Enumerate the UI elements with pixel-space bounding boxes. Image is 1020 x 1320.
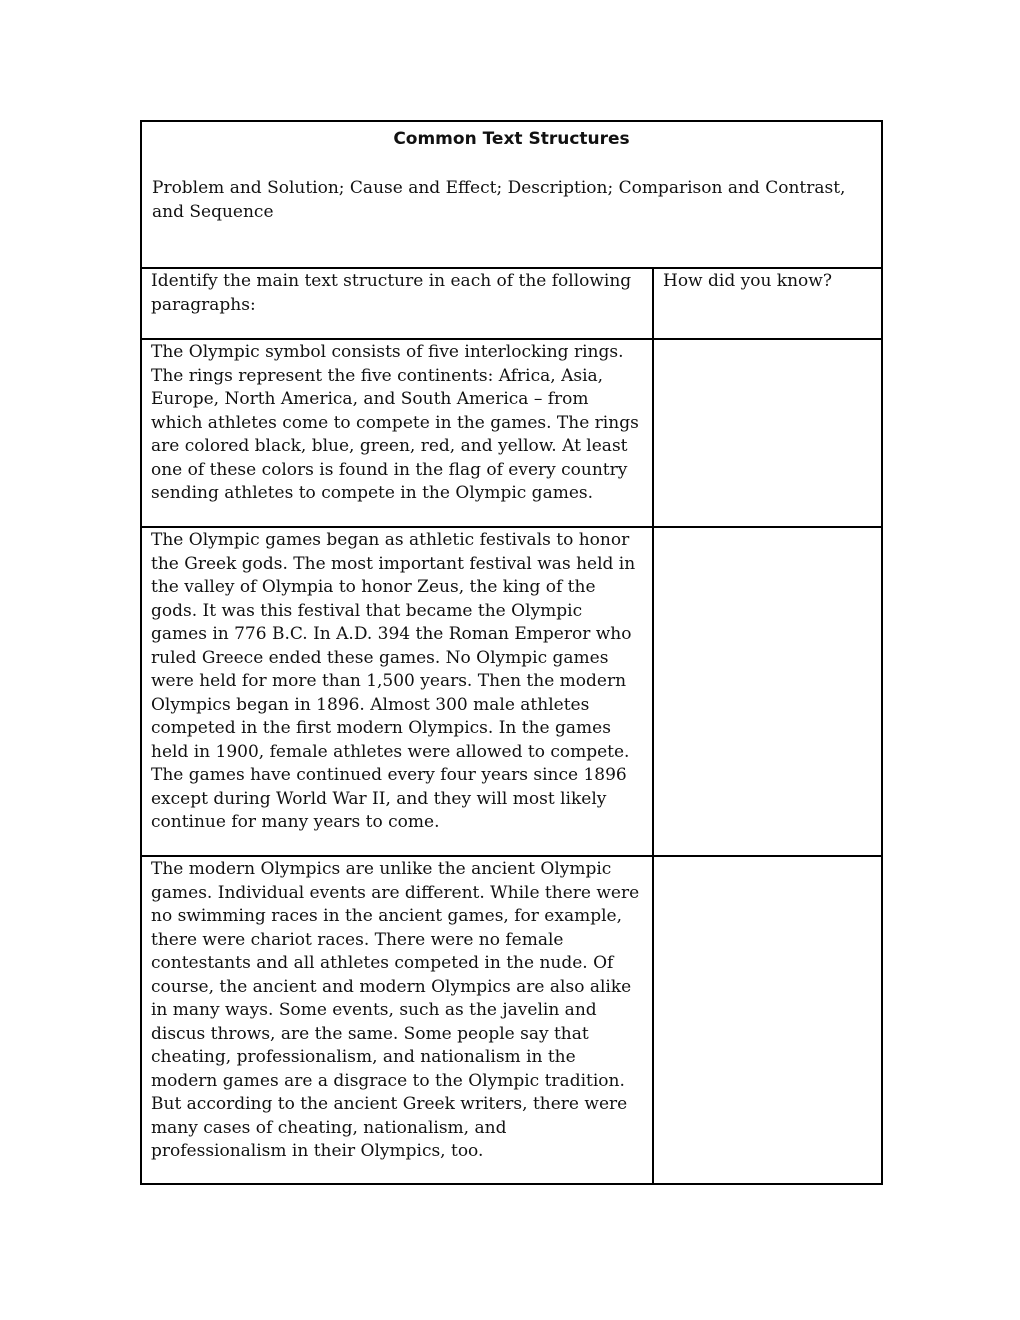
paragraph-cell-2 <box>141 527 653 856</box>
how-did-you-know-label: How did you know? <box>663 271 832 291</box>
answer-1-text[interactable] <box>654 340 881 341</box>
answer-2-text[interactable] <box>654 528 881 529</box>
paragraph-cell-1 <box>141 339 653 527</box>
answer-cell-2[interactable] <box>653 527 882 856</box>
instructions-cell <box>141 268 653 339</box>
paragraph-cell-3 <box>141 856 653 1184</box>
answer-3-text[interactable] <box>654 857 881 858</box>
worksheet-subtitle: Problem and Solution; Cause and Effect; Description; Comparison and Contrast, and Sequence <box>152 178 846 222</box>
instructions-text: Identify the main text structure in each of the following paragraphs: <box>151 271 632 315</box>
how-label-cell <box>653 268 882 339</box>
answer-cell-1[interactable] <box>653 339 882 527</box>
paragraph-1-text: The Olympic symbol consists of five interlocking rings. The rings represent the five continents: Africa, Asia, Europe, North America, and South America – from which athletes come to compete in the games. The rings are colored black, blue, green, red, and yellow. At least one of these colors is found in the flag of every country sending athletes to compete in the Olympic games. <box>151 342 639 503</box>
header-cell <box>141 121 882 268</box>
worksheet-title: Common Text Structures <box>393 129 630 149</box>
paragraph-3-text: The modern Olympics are unlike the ancient Olympic games. Individual events are different. While there were no swimming races in the ancient games, for example, there were chariot races. There were no female contestants and all athletes competed in the nude. Of course, the ancient and modern Olympics are also alike in many ways. Some events, such as the javelin and discus throws, are the same. Some people say that cheating, professionalism, and nationalism in the modern games are a disgrace to the Olympic tradition. But according to the ancient Greek writers, there were many cases of cheating, nationalism, and professionalism in their Olympics, too. <box>151 859 640 1161</box>
paragraph-2-text: The Olympic games began as athletic festivals to honor the Greek gods. The most important festival was held in the valley of Olympia to honor Zeus, the king of the gods. It was this festival that became the Olympic games in 776 B.C. In A.D. 394 the Roman Emperor who ruled Greece ended these games. No Olympic games were held for more than 1,500 years. Then the modern Olympics began in 1896. Almost 300 male athletes competed in the first modern Olympics. In the games held in 1900, female athletes were allowed to compete. The games have continued every four years since 1896 except during World War II, and they will most likely continue for many years to come. <box>151 530 636 832</box>
answer-cell-3[interactable] <box>653 856 882 1184</box>
worksheet-table <box>140 120 883 1185</box>
